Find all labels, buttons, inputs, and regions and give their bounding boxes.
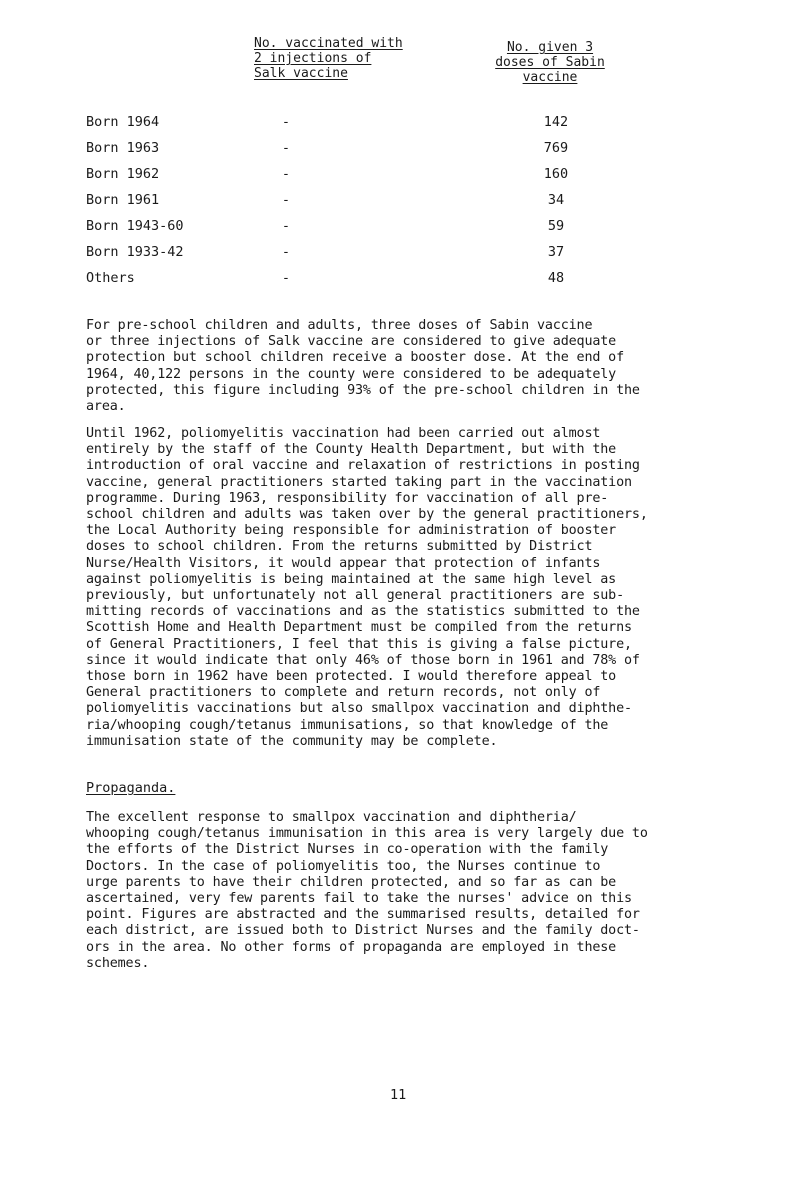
sabin-value: 160 bbox=[543, 166, 569, 182]
protection-paragraph: For pre-school children and adults, three doses of Sabin vaccine or three injections of Salk vaccine are considered to give adequate protection but school children receive a booster dose. At the end of 1964, 40,122 persons in the county were considered to be adequately protected, this figure including 93% of the pre-school children in the area. bbox=[86, 318, 640, 415]
row-label: Born 1964 bbox=[86, 114, 160, 130]
vaccination-paragraph: Until 1962, poliomyelitis vaccination had been carried out almost entirely by the staff of the County Health Department, but with the introduction of oral vaccine and relaxation of restrictions in posting vaccine, general practitioners started taking part in the vaccination programme. During 1963, responsibility for vaccination of all pre- school children and adults was taken over by the general practitioners, the Local Authority being responsible for administration of booster doses to school children. From the returns submitted by District Nurse/Health Visitors, it would appear that protection of infants against poliomyelitis is being maintained at the same high level as previously, but unfortunately not all general practitioners are sub- mitting records of vaccinations and as the statistics submitted to the Scottish Home and Health Department must be compiled from the returns of General Practitioners, I feel that this is giving a false picture, since it would indicate that only 46% of those born in 1961 and 78% of those born in 1962 have been protected. I would therefore appeal to General practitioners to complete and return records, not only of poliomyelitis vaccinations but also smallpox vaccination and diphthe- ria/whooping cough/tetanus immunisations, so that knowledge of the immunisation state of the community may be complete. bbox=[86, 426, 648, 749]
salk-value: - bbox=[281, 166, 291, 182]
table-row bbox=[86, 140, 606, 162]
salk-column-header bbox=[254, 36, 474, 81]
table-row bbox=[86, 218, 606, 240]
sabin-column-header bbox=[470, 40, 630, 85]
propaganda-heading: Propaganda. bbox=[86, 780, 176, 796]
row-label: Others bbox=[86, 270, 135, 286]
table-row bbox=[86, 166, 606, 188]
table-row bbox=[86, 114, 606, 136]
row-label: Born 1961 bbox=[86, 192, 160, 208]
salk-value: - bbox=[281, 140, 291, 156]
salk-value: - bbox=[281, 192, 291, 208]
table-row bbox=[86, 192, 606, 214]
salk-header-line-3: Salk vaccine bbox=[254, 66, 348, 81]
page-number: 11 bbox=[390, 1087, 407, 1103]
row-label: Born 1963 bbox=[86, 140, 160, 156]
row-label: Born 1962 bbox=[86, 166, 160, 182]
propaganda-paragraph: The excellent response to smallpox vaccination and diphtheria/ whooping cough/tetanus immunisation in this area is very largely due to the efforts of the District Nurses in co-operation with the family Doctors. In the case of poliomyelitis too, the Nurses continue to urge parents to have their children protected, and so far as can be ascertained, very few parents fail to take the nurses' advice on this point. Figures are abstracted and the summarised results, detailed for each district, are issued both to District Nurses and the family doct- ors in the area. No other forms of propaganda are employed in these schemes. bbox=[86, 810, 648, 971]
sabin-header-line-2: doses of Sabin bbox=[495, 55, 605, 70]
salk-value: - bbox=[281, 270, 291, 286]
sabin-value: 142 bbox=[543, 114, 569, 130]
sabin-value: 37 bbox=[547, 244, 565, 260]
sabin-value: 48 bbox=[547, 270, 565, 286]
salk-header-line-1: No. vaccinated with bbox=[254, 36, 403, 51]
table-row bbox=[86, 244, 606, 266]
salk-value: - bbox=[281, 114, 291, 130]
sabin-value: 34 bbox=[547, 192, 565, 208]
row-label: Born 1943-60 bbox=[86, 218, 184, 234]
salk-value: - bbox=[281, 244, 291, 260]
row-label: Born 1933-42 bbox=[86, 244, 184, 260]
table-row bbox=[86, 270, 606, 292]
salk-header-line-2: 2 injections of bbox=[254, 51, 372, 66]
sabin-value: 769 bbox=[543, 140, 569, 156]
sabin-header-line-3: vaccine bbox=[522, 70, 578, 85]
salk-value: - bbox=[281, 218, 291, 234]
sabin-value: 59 bbox=[547, 218, 565, 234]
sabin-header-line-1: No. given 3 bbox=[506, 40, 594, 55]
